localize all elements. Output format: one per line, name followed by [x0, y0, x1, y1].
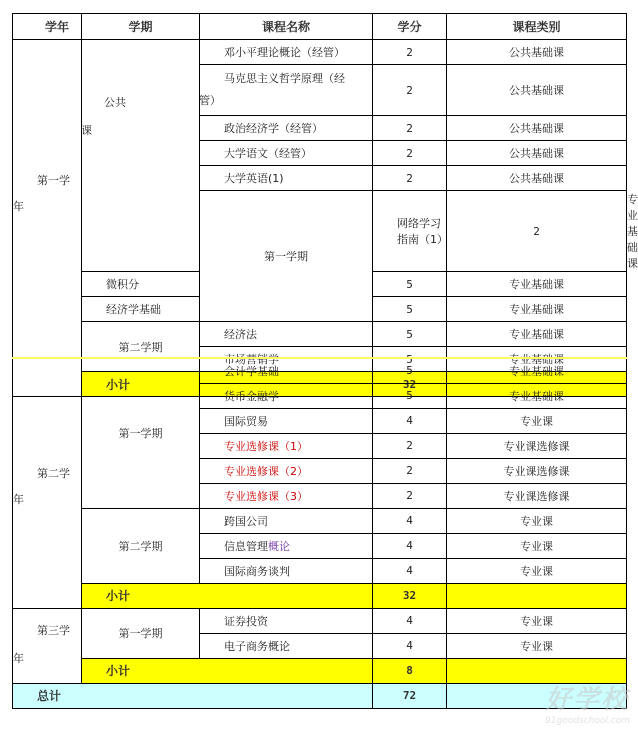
year-cell [13, 608, 82, 683]
category: 专业课 [447, 608, 627, 633]
table-row [13, 608, 627, 633]
category: 专业基础课 [447, 383, 627, 408]
semester-cell: 第一学期 [82, 608, 200, 658]
subtotal-row [13, 658, 627, 683]
table-row [13, 322, 627, 347]
credits: 2 [373, 65, 447, 116]
table-row: 第一学期 网络学习指南（1） 2 专业基础课 [13, 191, 627, 272]
semester-label: 公共 [104, 96, 126, 109]
category: 专业课 [447, 633, 627, 658]
category: 公共基础课 [447, 116, 627, 141]
course-name: 市场营销学 [200, 347, 373, 372]
course-name: 大学英语(1) [200, 166, 373, 191]
category: 公共基础课 [447, 65, 627, 116]
credits: 2 [373, 166, 447, 191]
course-name: 经济法 [200, 322, 373, 347]
header-course: 课程名称 [200, 14, 373, 40]
credits: 2 [373, 141, 447, 166]
course-name: 国际贸易 [200, 408, 373, 433]
table-row [13, 508, 627, 533]
credits: 2 [373, 116, 447, 141]
category: 专业课 [447, 508, 627, 533]
category: 专业课 [447, 558, 627, 583]
semester-cell: 第一学期 [82, 358, 200, 508]
category: 专业课 [447, 408, 627, 433]
course-name-part: 信息管理 [224, 539, 268, 553]
credits: 2 [373, 433, 447, 458]
course-name-elective: 专业选修课（1） [200, 433, 373, 458]
credits: 2 [447, 191, 627, 272]
category: 专业基础课 [447, 297, 627, 322]
course-name-line1: 马克思主义哲学原理（经 [224, 71, 345, 85]
credits: 4 [373, 408, 447, 433]
course-name: 经济学基础 [82, 297, 200, 322]
watermark-text: 好学校 [545, 685, 630, 715]
semester-cell: 第二学期 [82, 508, 200, 583]
credits: 5 [373, 297, 447, 322]
credits: 2 [373, 458, 447, 483]
watermark-url: 91goodschool.com [545, 716, 630, 726]
header-row [13, 14, 627, 40]
table-row [13, 40, 627, 65]
course-name [200, 533, 373, 558]
total-row [13, 683, 627, 708]
year-cell [13, 40, 82, 397]
semester-cell: 第二学期 [82, 322, 200, 372]
category: 公共基础课 [447, 141, 627, 166]
credits: 5 [373, 383, 447, 408]
course-name: 邓小平理论概论（经管） [200, 40, 373, 65]
subtotal-value: 32 [373, 372, 447, 397]
subtotal-value: 32 [373, 583, 447, 608]
course-name: 证券投资 [200, 608, 373, 633]
semester-cell-public [82, 40, 200, 272]
credits: 2 [373, 40, 447, 65]
category: 专业基础课 [447, 358, 627, 383]
total-label: 总计 [13, 683, 373, 708]
credits: 4 [373, 533, 447, 558]
course-name: 网络学习指南（1） [373, 191, 447, 272]
subtotal-row [13, 583, 627, 608]
header-year: 学年 [13, 14, 82, 40]
category: 专业基础课 [447, 322, 627, 347]
credits: 4 [373, 508, 447, 533]
table-row [13, 358, 627, 383]
category: 专业课 [447, 533, 627, 558]
subtotal-label: 小计 [82, 583, 373, 608]
course-name-line2: 管） [199, 93, 221, 107]
header-semester: 学期 [82, 14, 200, 40]
curriculum-table-year2-3 [12, 357, 627, 709]
category: 专业课选修课 [447, 433, 627, 458]
year-cell [13, 358, 82, 608]
header-credits: 学分 [373, 14, 447, 40]
semester-label-tail: 课 [81, 124, 92, 137]
category: 专业基础课 [447, 347, 627, 372]
course-name: 跨国公司 [200, 508, 373, 533]
course-name: 国际商务谈判 [200, 558, 373, 583]
course-name: 大学语文（经管） [200, 141, 373, 166]
subtotal-empty [447, 583, 627, 608]
year-label-tail: 年 [13, 651, 24, 665]
credits: 5 [373, 272, 447, 297]
category: 专业课选修课 [447, 458, 627, 483]
course-name-elective: 专业选修课（2） [200, 458, 373, 483]
curriculum-table-year1 [12, 13, 638, 397]
header-category: 课程类别 [447, 14, 627, 40]
year-label: 第三学 [37, 623, 70, 637]
course-name: 政治经济学（经管） [200, 116, 373, 141]
course-name: 电子商务概论 [200, 633, 373, 658]
year-label-tail: 年 [13, 493, 24, 506]
year-label-tail: 年 [13, 200, 24, 213]
credits: 5 [373, 358, 447, 383]
total-value: 72 [373, 683, 447, 708]
course-name-link[interactable]: 概论 [268, 539, 290, 553]
category: 公共基础课 [447, 40, 627, 65]
credits: 5 [373, 347, 447, 372]
course-name [200, 65, 373, 116]
category: 专业课选修课 [447, 483, 627, 508]
credits: 4 [373, 608, 447, 633]
watermark-logo [545, 679, 630, 726]
subtotal-label: 小计 [82, 658, 373, 683]
credits: 5 [373, 322, 447, 347]
subtotal-value: 8 [373, 658, 447, 683]
course-name-elective: 专业选修课（3） [200, 483, 373, 508]
course-name: 货币金融学 [200, 383, 373, 408]
year-label: 第一学 [37, 174, 70, 187]
credits: 4 [373, 558, 447, 583]
subtotal-label: 小计 [82, 372, 373, 397]
semester-cell: 第一学期 [200, 191, 373, 322]
year-label: 第二学 [37, 467, 70, 480]
category: 专业基础课 [447, 272, 627, 297]
credits: 2 [373, 483, 447, 508]
credits: 4 [373, 633, 447, 658]
course-name: 微积分 [82, 272, 200, 297]
category: 公共基础课 [447, 166, 627, 191]
course-name: 会计学基础 [200, 358, 373, 383]
